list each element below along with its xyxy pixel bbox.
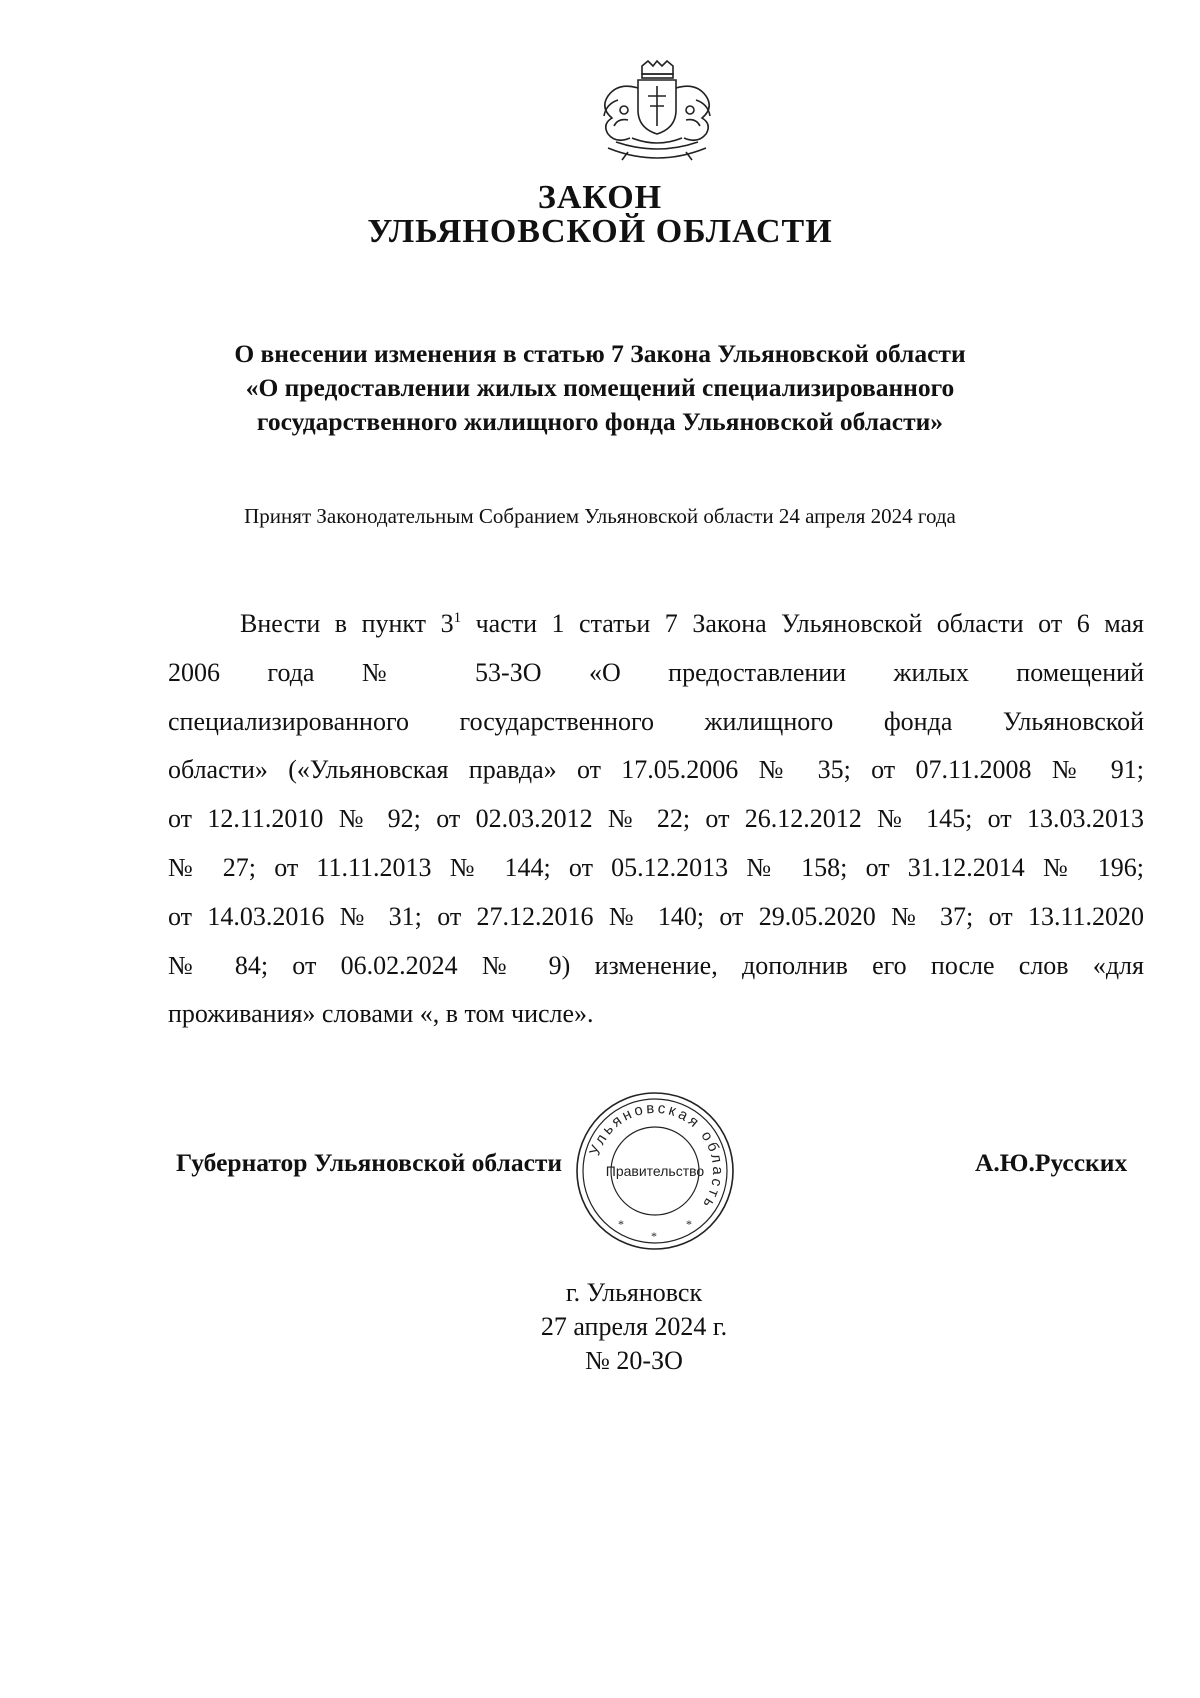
law-title-line-1: ЗАКОН	[537, 179, 663, 216]
law-subject-line: О внесении изменения в статью 7 Закона Ульяновской области	[234, 339, 966, 368]
law-subject-line: «О предоставлении жилых помещений специализированного	[245, 373, 955, 402]
svg-text:*: *	[618, 1217, 624, 1231]
body-line: № 84; от 06.02.2024 № 9) изменение, дополнив его после слов «для	[168, 950, 1144, 980]
law-subject-line: государственного жилищного фонда Ульяновской области»	[256, 407, 944, 436]
law-number: № 20-ЗО	[585, 1346, 683, 1375]
body-line: от 12.11.2010 № 92; от 02.03.2012 № 22; от 26.12.2012 № 145; от 13.03.2013	[168, 804, 1144, 834]
body-line: специализированного государственного жилищного фонда Ульяновской	[168, 706, 1144, 736]
issue-city: г. Ульяновск	[565, 1278, 703, 1307]
signatory-name: А.Ю.Русских	[975, 1148, 1128, 1177]
issue-date: 27 апреля 2024 г.	[540, 1312, 728, 1341]
svg-text:*: *	[686, 1217, 692, 1231]
government-seal-stamp	[574, 1090, 736, 1252]
body-line: проживания» словами «, в том числе».	[168, 999, 594, 1029]
body-line: 2006 года № 53-ЗО «О предоставлении жилых помещений	[168, 657, 1144, 687]
seal-center-text: Правительство	[605, 1163, 705, 1179]
ulyanovsk-coat-of-arms-icon	[588, 60, 726, 164]
svg-text:*: *	[651, 1229, 657, 1243]
signatory-position: Губернатор Ульяновской области	[176, 1148, 563, 1177]
law-body	[168, 600, 1144, 1039]
body-text: Внести в пункт 3	[240, 609, 454, 638]
body-line: области» («Ульяновская правда» от 17.05.2006 № 35; от 07.11.2008 № 91;	[168, 755, 1144, 785]
law-subject	[0, 337, 1200, 439]
body-line: от 14.03.2016 № 31; от 27.12.2016 № 140; от 29.05.2020 № 37; от 13.11.2020	[168, 901, 1144, 931]
body-line	[168, 600, 1144, 649]
issue-details	[0, 1276, 1200, 1378]
body-line: № 27; от 11.11.2013 № 144; от 05.12.2013 № 158; от 31.12.2014 № 196;	[168, 852, 1144, 882]
law-title-line-2: УЛЬЯНОВСКОЙ ОБЛАСТИ	[367, 213, 833, 250]
superscript: 1	[453, 610, 462, 626]
adoption-note: Принят Законодательным Собранием Ульяновской области 24 апреля 2024 года	[244, 504, 956, 528]
seal-ring-text: Ульяновская область	[586, 1099, 727, 1214]
body-text: части 1 статьи 7 Закона Ульяновской области от 6 мая	[461, 609, 1145, 638]
